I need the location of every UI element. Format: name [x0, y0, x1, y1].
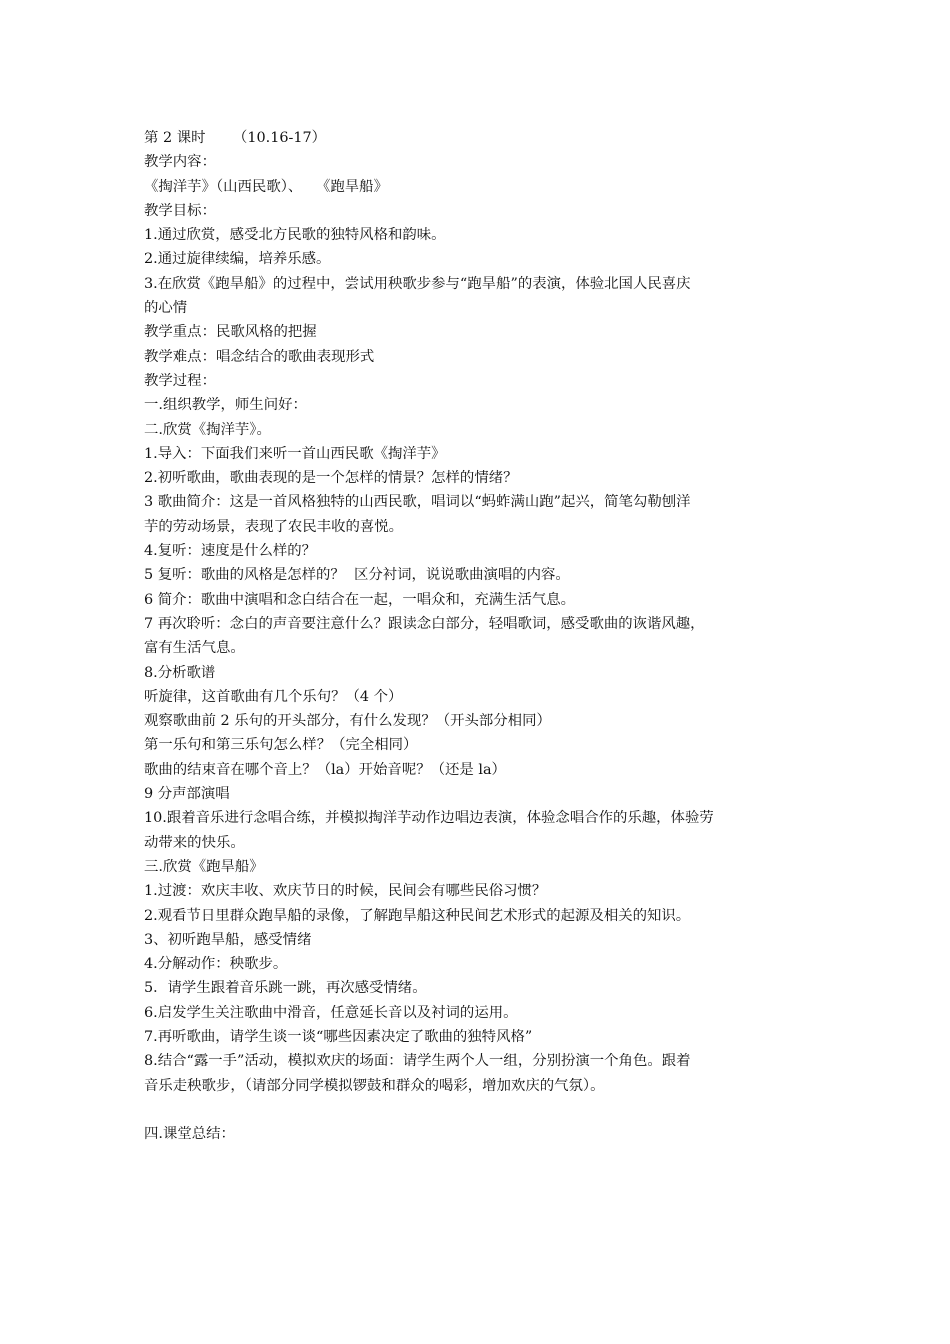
process-item: 5．请学生跟着音乐跳一跳，再次感受情绪。	[144, 980, 427, 997]
process-item-continued: 音乐走秧歌步，（请部分同学模拟锣鼓和群众的喝彩，增加欢庆的气氛）。	[144, 1077, 605, 1094]
process-item-continued: 芋的劳动场景，表现了农民丰收的喜悦。	[144, 518, 404, 535]
process-item: 5 复听：歌曲的风格是怎样的？ 区分衬词，说说歌曲演唱的内容。	[144, 567, 570, 584]
process-item: 8.分析歌谱	[144, 664, 216, 681]
process-item: 7 再次聆听：念白的声音要注意什么？跟读念白部分，轻唱歌词，感受歌曲的诙谐风趣，	[144, 615, 705, 632]
section-label-goals: 教学目标：	[144, 202, 216, 219]
process-item: 9 分声部演唱	[144, 786, 230, 803]
process-item: 歌曲的结束音在哪个音上？（la）开始音呢？（还是 la）	[144, 761, 506, 778]
process-item: 第一乐句和第三乐句怎么样？（完全相同）	[144, 737, 418, 754]
process-item: 4.分解动作：秧歌步。	[144, 956, 288, 973]
goal-item: 3.在欣赏《跑旱船》的过程中，尝试用秧歌步参与“跑旱船”的表演，体验北国人民喜庆	[144, 275, 691, 292]
process-step-heading: 三.欣赏《跑旱船》	[144, 858, 264, 875]
process-item: 3 歌曲简介：这是一首风格独特的山西民歌，唱词以“蚂蚱满山跑”起兴，简笔勾勒刨洋	[144, 494, 691, 511]
process-item-continued: 富有生活气息。	[144, 640, 245, 657]
goal-item: 2.通过旋律续编，培养乐感。	[144, 251, 331, 268]
process-item: 6.启发学生关注歌曲中滑音，任意延长音以及衬词的运用。	[144, 1004, 518, 1021]
process-item: 1.过渡：欢庆丰收、欢庆节日的时候，民间会有哪些民俗习惯？	[144, 883, 547, 900]
process-item: 听旋律，这首歌曲有几个乐句？（4 个）	[144, 688, 403, 705]
content-text: 《掏洋芋》（山西民歌）、 《跑旱船》	[144, 178, 388, 195]
process-item: 10.跟着音乐进行念唱合练，并模拟掏洋芋动作边唱边表演，体验念唱合作的乐趣，体验劳	[144, 810, 714, 827]
blank-line	[144, 1098, 816, 1122]
process-step-heading: 一.组织教学，师生问好：	[144, 397, 307, 414]
process-item: 6 简介：歌曲中演唱和念白结合在一起，一唱众和，充满生活气息。	[144, 591, 576, 608]
document-body	[144, 126, 816, 1146]
process-item: 观察歌曲前 2 乐句的开头部分，有什么发现？（开头部分相同）	[144, 713, 551, 730]
lesson-heading: 第 2 课时 （10.16-17）	[144, 130, 327, 146]
goal-item: 1.通过欣赏，感受北方民歌的独特风格和韵味。	[144, 227, 446, 244]
key-point-text: 教学重点：民歌风格的把握	[144, 324, 317, 341]
process-item: 1.导入：下面我们来听一首山西民歌《掏洋芋》	[144, 445, 446, 462]
difficulty-text: 教学难点：唱念结合的歌曲表现形式	[144, 348, 375, 365]
process-item: 3、初听跑旱船，感受情绪	[144, 931, 312, 948]
goal-item-continued: 的心情	[144, 300, 188, 317]
section-label-content: 教学内容：	[144, 154, 216, 171]
process-step-heading: 四.课堂总结：	[144, 1126, 235, 1143]
process-item-continued: 动带来的快乐。	[144, 834, 245, 851]
process-item: 2.观看节日里群众跑旱船的录像，了解跑旱船这种民间艺术形式的起源及相关的知识。	[144, 907, 691, 924]
process-item: 4.复听：速度是什么样的？	[144, 543, 317, 560]
process-item: 7.再听歌曲，请学生谈一谈“哪些因素决定了歌曲的独特风格”	[144, 1028, 533, 1045]
process-item: 8.结合“露一手”活动，模拟欢庆的场面：请学生两个人一组，分别扮演一个角色。跟着	[144, 1053, 691, 1070]
section-label-process: 教学过程：	[144, 372, 216, 389]
process-item: 2.初听歌曲，歌曲表现的是一个怎样的情景？怎样的情绪？	[144, 470, 518, 487]
process-step-heading: 二.欣赏《掏洋芋》。	[144, 421, 271, 438]
